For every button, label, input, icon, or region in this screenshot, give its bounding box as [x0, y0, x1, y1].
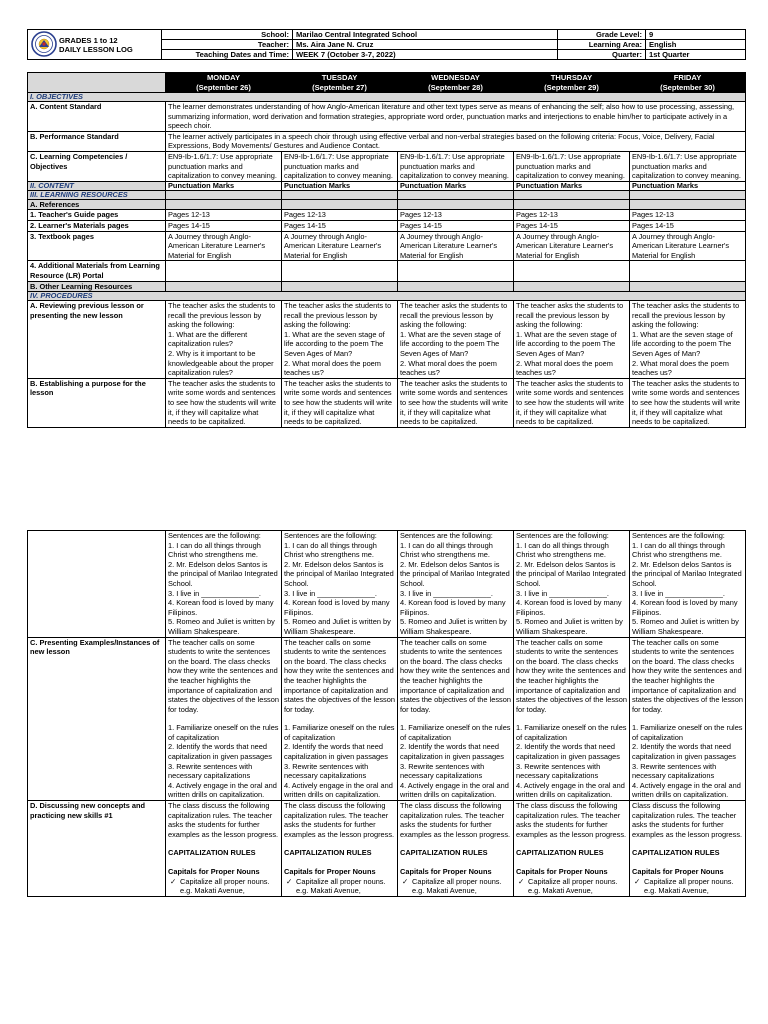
- page-one: [0, 0, 768, 490]
- establishing-tuesday: The teacher asks the students to write some words and sentences to see how the students will write it, if they will capitalize what needs to be capitalized.: [282, 378, 398, 427]
- teacher-value: Ms. Aira Jane N. Cruz: [293, 40, 558, 50]
- sentences-wednesday: Sentences are the following: 1. I can do all things through Christ who strengthens me. 2. Mr. Edelson delos Santos is the principal of Marilao Integrated School. 3. I live in ______________. 4. Korean food is loved by many Filipinos. 5. Romeo and Juliet is written by William Shakespeare.: [398, 531, 514, 638]
- content-tuesday: Punctuation Marks: [282, 181, 398, 190]
- additional-materials-label: 4. Additional Materials from Learning Resource (LR) Portal: [28, 261, 166, 281]
- school-value: Marilao Central Integrated School: [293, 30, 558, 40]
- content-standard-label: A. Content Standard: [28, 102, 166, 132]
- presenting-friday: The teacher calls on some students to write the sentences on the board. The class checks how they write the sentences and the teacher highlights the importance of capitalization and states the objectives of the lesson for today. 1. Familiarize oneself on the rules of capitalization 2. Identify the words that need capitalization in given passages 3. Rewrite sentences with necessary capitalizations 4. Actively engage in the oral and written drills on capitalization.: [630, 637, 746, 801]
- establishing-friday: The teacher asks the students to write some words and sentences to see how the students will write it, if they will capitalize what needs to be capitalized.: [630, 378, 746, 427]
- teaching-dates-value: WEEK 7 (October 3-7, 2022): [293, 50, 558, 60]
- tg-pages-friday: Pages 12-13: [630, 210, 746, 221]
- content-monday: Punctuation Marks: [166, 181, 282, 190]
- content-standard-row: [28, 102, 746, 132]
- performance-standard-row: [28, 131, 746, 151]
- establishing-thursday: The teacher asks the students to write some words and sentences to see how the students will write it, if they will capitalize what needs to be capitalized.: [514, 378, 630, 427]
- textbook-wednesday: A Journey through Anglo-American Literature Learner's Material for English: [398, 231, 514, 261]
- presenting-tuesday: The teacher calls on some students to write the sentences on the board. The class checks how they write the sentences and the teacher highlights the importance of capitalization and states the objectives of the lesson for today. 1. Familiarize oneself on the rules of capitalization 2. Identify the words that need capitalization in given passages 3. Rewrite sentences with necessary capitalizations 4. Actively engage in the oral and written drills on capitalization.: [282, 637, 398, 801]
- lm-pages-wednesday: Pages 14-15: [398, 220, 514, 231]
- other-blank-3: [398, 281, 514, 292]
- quarter-value: 1st Quarter: [646, 50, 746, 60]
- other-blank-1: [166, 281, 282, 292]
- day-header-blank: [28, 73, 166, 93]
- content-thursday: Punctuation Marks: [514, 181, 630, 190]
- content-section-row: [28, 181, 746, 190]
- sentences-label-blank: [28, 531, 166, 638]
- other-blank-5: [630, 281, 746, 292]
- additional-blank-5: [630, 261, 746, 281]
- other-blank-2: [282, 281, 398, 292]
- procedures-section-row: [28, 292, 746, 301]
- resources-blank-5: [630, 190, 746, 199]
- lm-pages-friday: Pages 14-15: [630, 220, 746, 231]
- objectives-section-row: [28, 93, 746, 102]
- performance-standard-label: B. Performance Standard: [28, 131, 166, 151]
- presenting-wednesday: The teacher calls on some students to write the sentences on the board. The class checks how they write the sentences and the teacher highlights the importance of capitalization and states the objectives of the lesson for today. 1. Familiarize oneself on the rules of capitalization 2. Identify the words that need capitalization in given passages 3. Rewrite sentences with necessary capitalizations 4. Actively engage in the oral and written drills on capitalization.: [398, 637, 514, 801]
- references-blank-1: [166, 199, 282, 210]
- lesson-grid-page-one: [27, 72, 746, 428]
- additional-blank-4: [514, 261, 630, 281]
- presenting-thursday: The teacher calls on some students to write the sentences on the board. The class checks how they write the sentences and the teacher highlights the importance of capitalization and states the objectives of the lesson for today. 1. Familiarize oneself on the rules of capitalization 2. Identify the words that need capitalization in given passages 3. Rewrite sentences with necessary capitalizations 4. Actively engage in the oral and written drills on capitalization.: [514, 637, 630, 801]
- references-row: [28, 199, 746, 210]
- learning-area-value: English: [646, 40, 746, 50]
- competencies-label: C. Learning Competencies / Objectives: [28, 151, 166, 181]
- content-standard-text: The learner demonstrates understanding of how Anglo-American literature and other text types serve as means of enhancing the self; also how to use processing, assessing, summarizing information, word derivation and formation strategies, appropriate word order, punctuation marks and interjections to enable him/her to participate actively in a speech choir.: [166, 102, 746, 132]
- establishing-label: B. Establishing a purpose for the lesson: [28, 378, 166, 427]
- lm-pages-tuesday: Pages 14-15: [282, 220, 398, 231]
- competencies-row: [28, 151, 746, 181]
- discussing-tuesday: The class discuss the following capitalization rules. The teacher asks the students for further examples as the lesson progress. CAPITALIZATION RULES Capitals for Proper Nouns ✓ Capitalize all proper nouns. e.g. Makati Avenue,: [282, 801, 398, 897]
- day-header-row: [28, 73, 746, 93]
- review-monday: The teacher asks the students to recall the previous lesson by asking the following: 1. What are the different capitalization rules? 2. Why is it important to be knowledgeable about the proper capitalization rules?: [166, 301, 282, 379]
- teaching-dates-label: Teaching Dates and Time:: [162, 50, 293, 60]
- resources-blank-1: [166, 190, 282, 199]
- deped-seal-icon: [31, 31, 57, 57]
- resources-heading: III. LEARNING RESOURCES: [28, 190, 166, 199]
- quarter-label: Quarter:: [558, 50, 646, 60]
- textbook-tuesday: A Journey through Anglo-American Literature Learner's Material for English: [282, 231, 398, 261]
- additional-materials-row: [28, 261, 746, 281]
- other-blank-4: [514, 281, 630, 292]
- additional-blank-2: [282, 261, 398, 281]
- sentences-monday: Sentences are the following: 1. I can do all things through Christ who strengthens me. 2. Mr. Edelson delos Santos is the principal of Marilao Integrated School. 3. I live in ______________. 4. Korean food is loved by many Filipinos. 5. Romeo and Juliet is written by William Shakespeare.: [166, 531, 282, 638]
- tg-pages-thursday: Pages 12-13: [514, 210, 630, 221]
- other-resources-label: B. Other Learning Resources: [28, 281, 166, 292]
- content-wednesday: Punctuation Marks: [398, 181, 514, 190]
- procedures-heading: IV. PROCEDURES: [28, 292, 746, 301]
- resources-blank-4: [514, 190, 630, 199]
- objectives-heading: I. OBJECTIVES: [28, 93, 746, 102]
- learners-materials-label: 2. Learner's Materials pages: [28, 220, 166, 231]
- grade-level-value: 9: [646, 30, 746, 40]
- resources-blank-3: [398, 190, 514, 199]
- resources-blank-2: [282, 190, 398, 199]
- tg-pages-tuesday: Pages 12-13: [282, 210, 398, 221]
- learners-materials-row: [28, 220, 746, 231]
- establishing-monday: The teacher asks the students to write some words and sentences to see how the students will write it, if they will capitalize what needs to be capitalized.: [166, 378, 282, 427]
- presenting-monday: The teacher calls on some students to write the sentences on the board. The class checks how they write the sentences and the teacher highlights the importance of capitalization and states the objectives of the lesson for today. 1. Familiarize oneself on the rules of capitalization 2. Identify the words that need capitalization in given passages 3. Rewrite sentences with necessary capitalizations 4. Actively engage in the oral and written drills on capitalization.: [166, 637, 282, 801]
- discussing-thursday: The class discuss the following capitalization rules. The teacher asks the students for further examples as the lesson progress. CAPITALIZATION RULES Capitals for Proper Nouns ✓ Capitalize all proper nouns. e.g. Makati Avenue,: [514, 801, 630, 897]
- presenting-label: C. Presenting Examples/Instances of new lesson: [28, 637, 166, 801]
- teachers-guide-row: [28, 210, 746, 221]
- textbook-thursday: A Journey through Anglo-American Literature Learner's Material for English: [514, 231, 630, 261]
- competency-tuesday: EN9-Ib-1.6/1.7: Use appropriate punctuation marks and capitalization to convey meaning.: [282, 151, 398, 181]
- textbook-friday: A Journey through Anglo-American Literature Learner's Material for English: [630, 231, 746, 261]
- lesson-log-title: [59, 36, 133, 54]
- header-table: [27, 29, 746, 60]
- references-blank-5: [630, 199, 746, 210]
- establishing-wednesday: The teacher asks the students to write some words and sentences to see how the students will write it, if they will capitalize what needs to be capitalized.: [398, 378, 514, 427]
- teacher-label: Teacher:: [162, 40, 293, 50]
- establishing-row: [28, 378, 746, 427]
- sentences-row: [28, 531, 746, 638]
- references-blank-2: [282, 199, 398, 210]
- learning-area-label: Learning Area:: [558, 40, 646, 50]
- references-label: A. References: [28, 199, 166, 210]
- references-blank-4: [514, 199, 630, 210]
- review-tuesday: The teacher asks the students to recall the previous lesson by asking the following: 1. What are the seven stage of life according to the poem The Seven Ages of Man? 2. What moral does the poem teaches us?: [282, 301, 398, 379]
- lm-pages-monday: Pages 14-15: [166, 220, 282, 231]
- resources-section-row: [28, 190, 746, 199]
- title-line-2: DAILY LESSON LOG: [59, 45, 133, 54]
- day-header-friday: FRIDAY (September 30): [630, 73, 746, 93]
- competency-thursday: EN9-Ib-1.6/1.7: Use appropriate punctuation marks and capitalization to convey meaning.: [514, 151, 630, 181]
- presenting-row: [28, 637, 746, 801]
- lm-pages-thursday: Pages 14-15: [514, 220, 630, 231]
- reviewing-label: A. Reviewing previous lesson or presenting the new lesson: [28, 301, 166, 379]
- textbook-monday: A Journey through Anglo-American Literature Learner's Material for English: [166, 231, 282, 261]
- teachers-guide-label: 1. Teacher's Guide pages: [28, 210, 166, 221]
- content-heading: II. CONTENT: [28, 181, 166, 190]
- performance-standard-text: The learner actively participates in a speech choir through using effective verbal and non-verbal strategies based on the following criteria: Focus, Voice, Delivery, Facial Expressions, Body Movements/ Gestures and Audience Contact.: [166, 131, 746, 151]
- discussing-label: D. Discussing new concepts and practicing new skills #1: [28, 801, 166, 897]
- day-header-monday: MONDAY (September 26): [166, 73, 282, 93]
- title-line-1: GRADES 1 to 12: [59, 36, 118, 45]
- discussing-row: [28, 801, 746, 897]
- additional-blank-1: [166, 261, 282, 281]
- competency-monday: EN9-Ib-1.6/1.7: Use appropriate punctuation marks and capitalization to convey meaning.: [166, 151, 282, 181]
- discussing-friday: Class discuss the following capitalization rules. The teacher asks the students for further examples as the lesson progress. CAPITALIZATION RULES Capitals for Proper Nouns ✓ Capitalize all proper nouns. e.g. Makati Avenue,: [630, 801, 746, 897]
- header-logo-cell: [28, 30, 162, 60]
- competency-friday: EN9-Ib-1.6/1.7: Use appropriate punctuation marks and capitalization to convey meaning.: [630, 151, 746, 181]
- discussing-monday: The class discuss the following capitalization rules. The teacher asks the students for further examples as the lesson progress. CAPITALIZATION RULES Capitals for Proper Nouns ✓ Capitalize all proper nouns. e.g. Makati Avenue,: [166, 801, 282, 897]
- competency-wednesday: EN9-Ib-1.6/1.7: Use appropriate punctuation marks and capitalization to convey meaning.: [398, 151, 514, 181]
- grade-level-label: Grade Level:: [558, 30, 646, 40]
- review-wednesday: The teacher asks the students to recall the previous lesson by asking the following: 1. What are the seven stage of life according to the poem The Seven Ages of Man? 2. What moral does the poem teaches us?: [398, 301, 514, 379]
- sentences-tuesday: Sentences are the following: 1. I can do all things through Christ who strengthens me. 2. Mr. Edelson delos Santos is the principal of Marilao Integrated School. 3. I live in ______________. 4. Korean food is loved by many Filipinos. 5. Romeo and Juliet is written by William Shakespeare.: [282, 531, 398, 638]
- tg-pages-monday: Pages 12-13: [166, 210, 282, 221]
- sentences-thursday: Sentences are the following: 1. I can do all things through Christ who strengthens me. 2. Mr. Edelson delos Santos is the principal of Marilao Integrated School. 3. I live in ______________. 4. Korean food is loved by many Filipinos. 5. Romeo and Juliet is written by William Shakespeare.: [514, 531, 630, 638]
- textbook-label: 3. Textbook pages: [28, 231, 166, 261]
- references-blank-3: [398, 199, 514, 210]
- day-header-thursday: THURSDAY (September 29): [514, 73, 630, 93]
- review-friday: The teacher asks the students to recall the previous lesson by asking the following: 1. What are the seven stage of life according to the poem The Seven Ages of Man? 2. What moral does the poem teaches us?: [630, 301, 746, 379]
- school-label: School:: [162, 30, 293, 40]
- textbook-row: [28, 231, 746, 261]
- reviewing-row: [28, 301, 746, 379]
- additional-blank-3: [398, 261, 514, 281]
- discussing-wednesday: The class discuss the following capitalization rules. The teacher asks the students for further examples as the lesson progress. CAPITALIZATION RULES Capitals for Proper Nouns ✓ Capitalize all proper nouns. e.g. Makati Avenue,: [398, 801, 514, 897]
- lesson-grid-page-two: [27, 530, 746, 897]
- content-friday: Punctuation Marks: [630, 181, 746, 190]
- day-header-tuesday: TUESDAY (September 27): [282, 73, 398, 93]
- review-thursday: The teacher asks the students to recall the previous lesson by asking the following: 1. What are the seven stage of life according to the poem The Seven Ages of Man? 2. What moral does the poem teaches us?: [514, 301, 630, 379]
- other-resources-row: [28, 281, 746, 292]
- tg-pages-wednesday: Pages 12-13: [398, 210, 514, 221]
- sentences-friday: Sentences are the following: 1. I can do all things through Christ who strengthens me. 2. Mr. Edelson delos Santos is the principal of Marilao Integrated School. 3. I live in ______________. 4. Korean food is loved by many Filipinos. 5. Romeo and Juliet is written by William Shakespeare.: [630, 531, 746, 638]
- day-header-wednesday: WEDNESDAY (September 28): [398, 73, 514, 93]
